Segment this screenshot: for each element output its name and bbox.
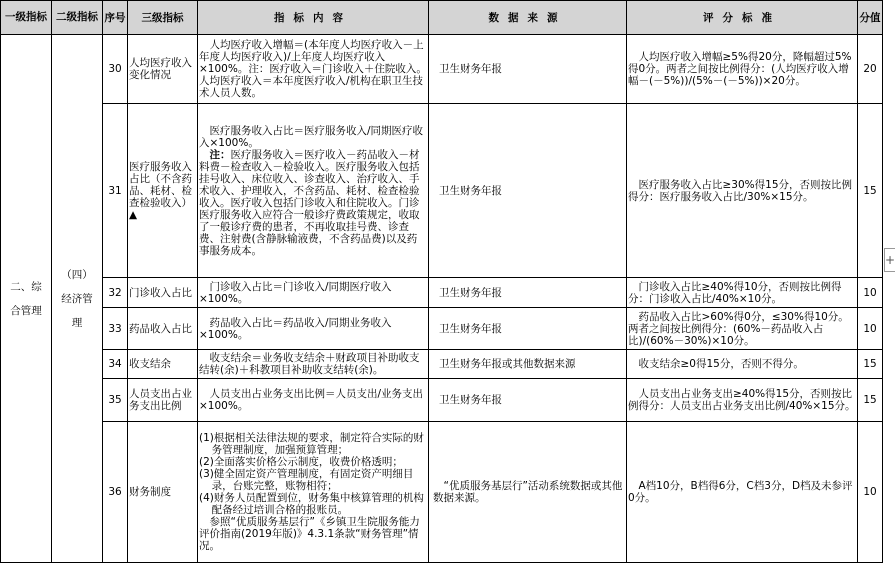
criteria-text: 收支结余≥0得15分，否则不得分。 — [638, 358, 804, 370]
data-source: 卫生财务年报 — [429, 308, 627, 350]
criteria — [627, 278, 858, 308]
seq-cell: 34 — [103, 350, 128, 379]
table-row — [1, 379, 883, 422]
score-cell: 10 — [858, 422, 883, 563]
content-text: 收支结余＝业务收支结余＋财政项目补助收支结转(余)＋科教项目补助收支结转(余)。 — [199, 352, 420, 376]
header-level1: 一级指标 — [1, 1, 52, 35]
header-row — [1, 1, 883, 35]
seq-cell: 32 — [103, 278, 128, 308]
content-text: 人员支出占业务支出比例＝人员支出/业务支出×100%。 — [199, 388, 424, 412]
note-label: 注： — [209, 148, 231, 161]
indicator-content — [198, 35, 429, 104]
data-source: “优质服务基层行”活动系统数据或其他数据来源。 — [429, 422, 627, 563]
seq-cell: 30 — [103, 35, 128, 104]
header-seq: 序号 — [103, 1, 128, 35]
criteria — [627, 35, 858, 104]
score-cell: 15 — [858, 379, 883, 422]
indicator-content — [198, 379, 429, 422]
criteria-text: 人员支出占业务支出≥40%得15分，否则按比例得分：人员支出占业务支出比例/40%×15分。 — [628, 388, 856, 412]
data-source: 卫生财务年报 — [429, 35, 627, 104]
header-score: 分值 — [858, 1, 883, 35]
indicator-name: 财务制度 — [128, 422, 198, 563]
content-text: 门诊收入占比＝门诊收入/同期医疗收入×100%。 — [199, 280, 392, 305]
indicator-content — [198, 422, 429, 563]
content-item: (1)根据相关法律法规的要求，制定符合实际的财务管理制度，加强预算管理； — [199, 432, 424, 456]
content-lead: 医疗服务收入占比＝医疗服务收入/同期医疗收入×100%。 — [199, 124, 424, 149]
criteria-text: A档10分，B档得6分，C档3分，D档及未参评0分。 — [628, 480, 853, 504]
criteria-text: 医疗服务收入占比≥30%得15分，否则按比例得分：医疗服务收入占比/30%×15分。 — [628, 178, 852, 203]
header-criteria: 评分标准 — [627, 1, 858, 35]
indicator-name: 门诊收入占比 — [128, 278, 198, 308]
data-source: 卫生财务年报 — [429, 104, 627, 278]
criteria — [627, 422, 858, 563]
table-row — [1, 278, 883, 308]
data-source: 卫生财务年报 — [429, 379, 627, 422]
score-cell: 15 — [858, 104, 883, 278]
criteria — [627, 350, 858, 379]
note-text: 医疗服务收入＝医疗收入－药品收入－材料费－检查收入－检验收入。医疗服务收入包括挂号收入、床位收入、诊查收入、治疗收入、手术收入、护理收入，不含药品、耗材、检查检验收入。医疗收入包括门诊收入和住院收入。门诊医疗服务收入应符合一般诊疗费政策规定，收取了一般诊疗费的患者，不再收取挂号费、诊查费、注射费(含静脉输液费，不含药品费)以及药事服务成本。 — [199, 148, 420, 257]
indicator-name: 收支结余 — [128, 350, 198, 379]
data-source: 卫生财务年报或其他数据来源 — [429, 350, 627, 379]
content-ref: 参照“优质服务基层行”《乡镇卫生院服务能力评价指南(2019年版)》4.3.1条款“财务管理”情况。 — [199, 516, 420, 552]
criteria-text: 门诊收入占比≥40%得10分，否则按比例得分：门诊收入占比/40%×10分。 — [628, 280, 842, 305]
table-row — [1, 350, 883, 379]
seq-cell: 35 — [103, 379, 128, 422]
data-source: 卫生财务年报 — [429, 278, 627, 308]
indicator-content — [198, 104, 429, 278]
indicator-content — [198, 278, 429, 308]
table-row — [1, 422, 883, 563]
level1-cell: 二、综合管理 — [1, 35, 52, 563]
header-level3: 三级指标 — [128, 1, 198, 35]
criteria-text: 药品收入占比>60%得0分，≤30%得10分。两者之间按比例得分：(60%－药品收入占比)/(60%－30%)×10分。 — [628, 310, 849, 347]
indicator-name: 人均医疗收入变化情况 — [128, 35, 198, 104]
level2-cell: （四）经济管理 — [52, 35, 103, 563]
content-item: (4)财务人员配置到位，财务集中核算管理的机构配备经过培训合格的报账员。 — [199, 492, 424, 516]
criteria — [627, 104, 858, 278]
content-text: 药品收入占比＝药品收入/同期业务收入×100%。 — [199, 316, 392, 341]
criteria-text: 人均医疗收入增幅≥5%得20分，降幅超过5%得0分。两者之间按比例得分：(人均医疗收入增幅－(－5%))/(5%－(－5%))×20分。 — [628, 51, 852, 87]
indicator-content — [198, 308, 429, 350]
content-item: (3)健全固定资产管理制度，有固定资产明细目录，台账完整，账物相符； — [199, 468, 414, 492]
criteria — [627, 308, 858, 350]
indicator-content — [198, 350, 429, 379]
indicator-name: 药品收入占比 — [128, 308, 198, 350]
table-row — [1, 308, 883, 350]
header-content: 指标内容 — [198, 1, 429, 35]
header-level2: 二级指标 — [52, 1, 103, 35]
table-row — [1, 104, 883, 278]
criteria — [627, 379, 858, 422]
content-note — [199, 149, 427, 257]
table-row — [1, 35, 883, 104]
seq-cell: 36 — [103, 422, 128, 563]
score-cell: 20 — [858, 35, 883, 104]
score-cell: 10 — [858, 308, 883, 350]
score-cell: 10 — [858, 278, 883, 308]
content-text: 人均医疗收入增幅＝(本年度人均医疗收入－上年度人均医疗收入)/上年度人均医疗收入×100%。注：医疗收入＝门诊收入＋住院收入。人均医疗收入＝本年度医疗收入/机构在职卫生技术人员人数。 — [199, 39, 427, 99]
content-item: (2)全面落实价格公示制度，收费价格透明； — [199, 456, 403, 468]
seq-cell: 33 — [103, 308, 128, 350]
header-source: 数据来源 — [429, 1, 627, 35]
expand-handle-icon[interactable]: + — [884, 248, 895, 272]
indicator-name: 医疗服务收入占比（不含药品、耗材、检查检验收入）▲ — [128, 104, 198, 278]
seq-cell: 31 — [103, 104, 128, 278]
indicator-name: 人员支出占业务支出比例 — [128, 379, 198, 422]
score-cell: 15 — [858, 350, 883, 379]
